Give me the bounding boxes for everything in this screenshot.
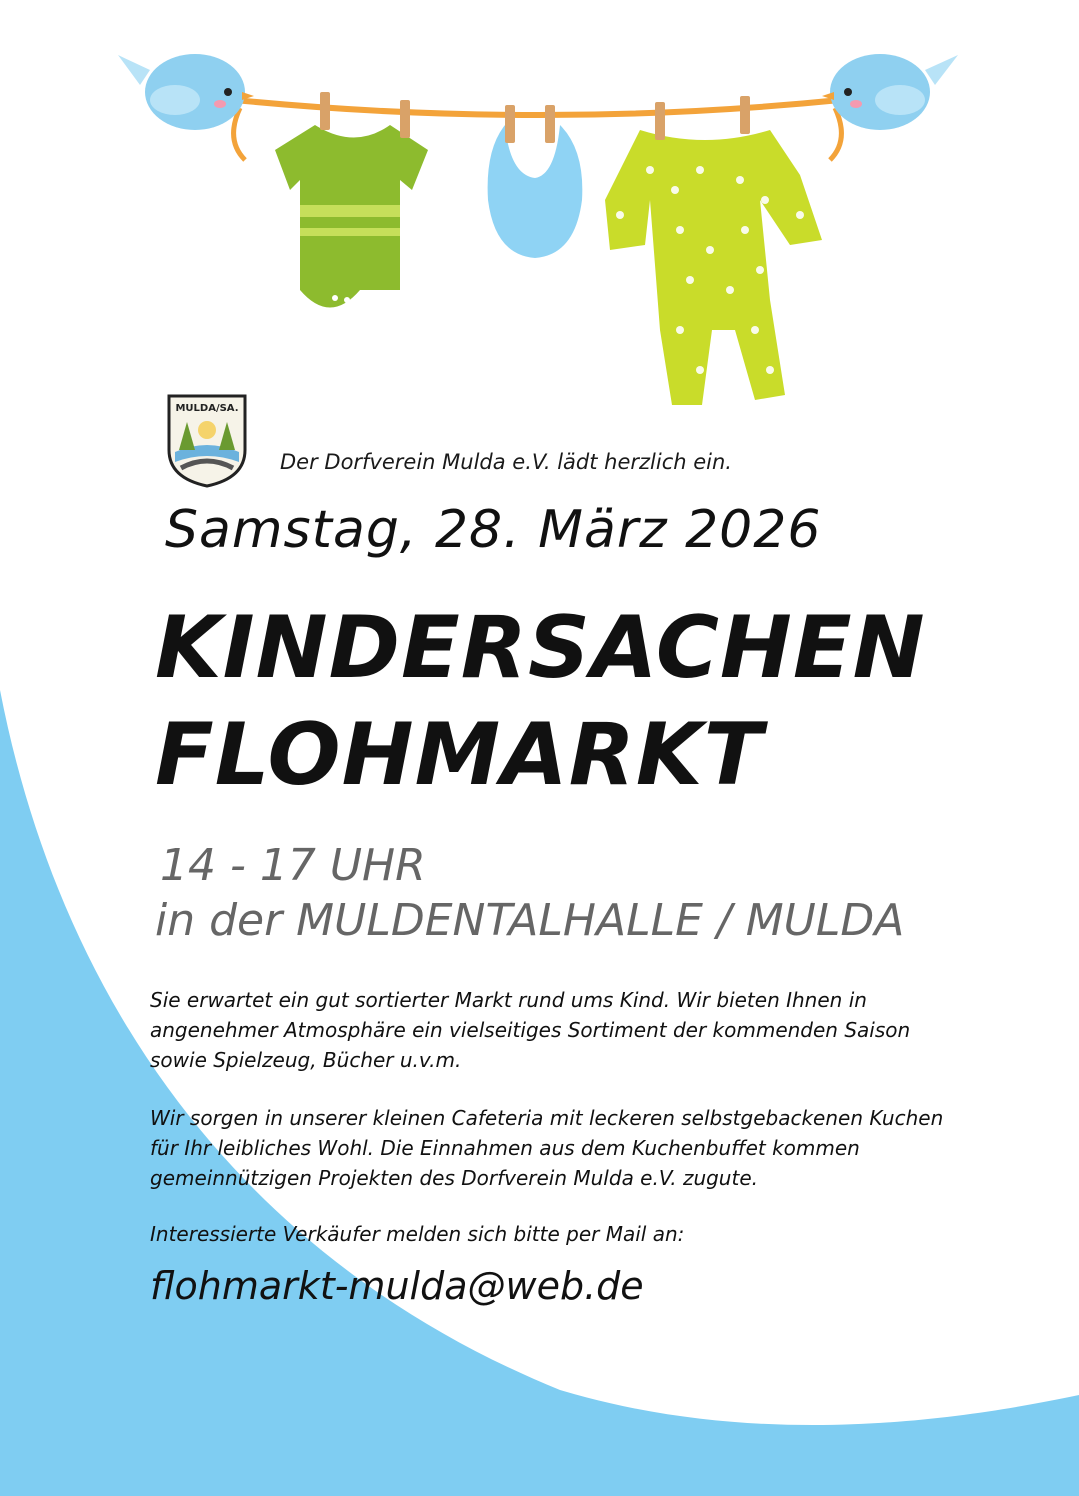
clothesline-illustration (0, 0, 1079, 430)
contact-email: flohmarkt-mulda@web.de (150, 1264, 644, 1308)
description-paragraph: Sie erwartet ein gut sortierter Markt rund ums Kind. Wir bieten Ihnen in angenehmer Atmosphäre ein vielseitiges Sortiment der kommenden Saison sowie Spielzeug, Bücher u.v.m. (150, 988, 911, 1072)
event-location: in der MULDENTALHALLE / MULDA (155, 895, 905, 946)
logo-text: MULDA/SA. (175, 403, 239, 414)
bird-icon (822, 54, 958, 130)
event-date: Samstag, 28. März 2026 (165, 500, 822, 560)
coat-of-arms-icon (165, 392, 249, 488)
event-time: 14 - 17 UHR (160, 840, 426, 891)
title-line-1: KINDERSACHEN (155, 598, 926, 698)
sleeper-icon (605, 130, 822, 405)
cafeteria-paragraph: Wir sorgen in unserer kleinen Cafeteria mit leckeren selbstgebackenen Kuchen für Ihr leibliches Wohl. Die Einnahmen aus dem Kuchenbuffet kommen gemeinnützigen Projekten des Dorfverein Mulda e.V. zugute. (150, 1106, 944, 1190)
onesie-icon (275, 125, 428, 308)
title-line-2: FLOHMARKT (155, 705, 764, 805)
bib-icon (488, 125, 583, 258)
seller-call-text: Interessierte Verkäufer melden sich bitte per Mail an: (150, 1222, 685, 1246)
invitation-text: Der Dorfverein Mulda e.V. lädt herzlich ein. (280, 450, 732, 474)
